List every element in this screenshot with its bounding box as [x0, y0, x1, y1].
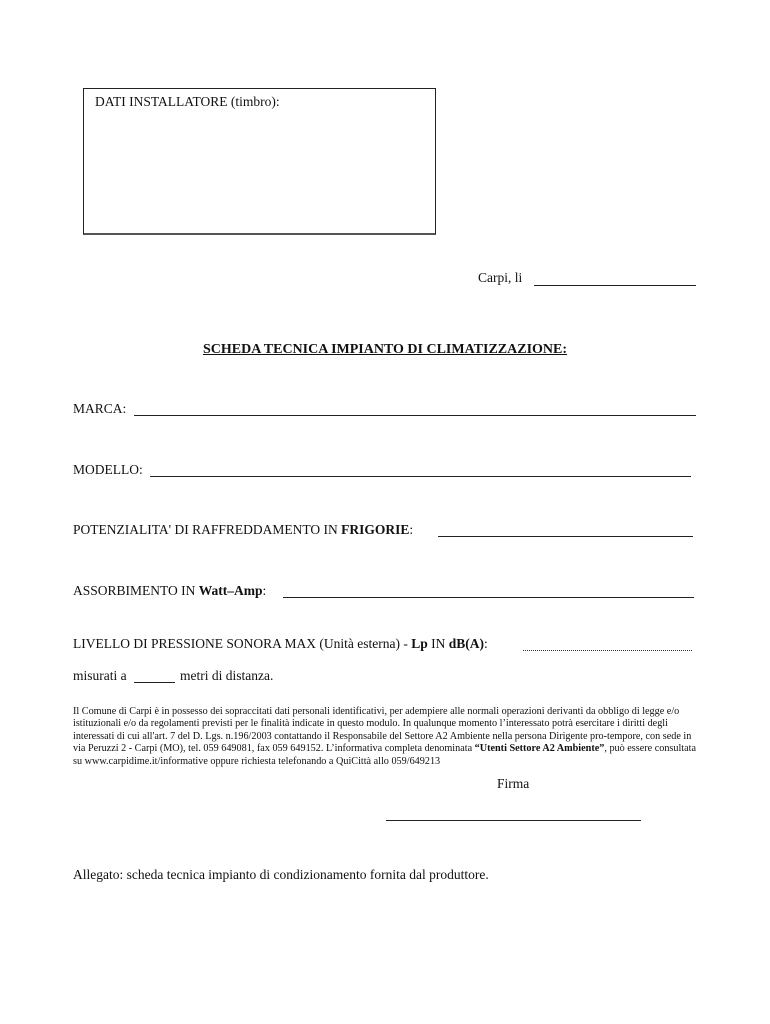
marca-field[interactable] — [134, 415, 696, 416]
modello-label: MODELLO: — [73, 462, 143, 477]
misurati-prefix: misurati a — [73, 668, 127, 683]
installer-stamp-label: DATI INSTALLATORE (timbro): — [95, 94, 280, 109]
distance-field[interactable] — [134, 682, 175, 683]
modello-field[interactable] — [150, 476, 691, 477]
signature-field[interactable] — [386, 820, 641, 821]
date-field[interactable] — [534, 285, 696, 286]
potenzialita-label: POTENZIALITA' DI RAFFREDDAMENTO IN FRIGORIE: — [73, 522, 414, 537]
place-date-label: Carpi, li — [478, 270, 523, 285]
installer-stamp-box[interactable] — [83, 88, 436, 235]
assorbimento-label: ASSORBIMENTO IN Watt–Amp: — [73, 583, 267, 598]
assorbimento-field[interactable] — [283, 597, 694, 598]
attachment-note: Allegato: scheda tecnica impianto di condizionamento fornita dal produttore. — [73, 867, 489, 882]
signature-label: Firma — [497, 776, 530, 791]
privacy-notice: Il Comune di Carpi è in possesso dei sopraccitati dati personali identificativi, per adempiere alle normali operazioni derivanti da obbligo di legge e/o istituzionali e/o da regolamenti previsti per le finalità indicate in questo modulo. In qualunque momento l’interessato potrà esercitare i diritti degli interessati di cui all'art. 7 del D. Lgs. n.196/2003 contattando il Responsabile del Settore A2 Ambiente nella persona Dirigente pro-tempore, con sede in via Peruzzi 2 - Carpi (MO), tel. 059 649081, fax 059 649152. L’informativa completa denominata “Utenti Settore A2 Ambiente”, può essere consultata su www.carpidime.it/informative oppure richiesta telefonando a QuiCittà allo 059/649213 — [73, 706, 697, 767]
page-title: SCHEDA TECNICA IMPIANTO DI CLIMATIZZAZIONE: — [202, 342, 568, 357]
livello-label: LIVELLO DI PRESSIONE SONORA MAX (Unità esterna) - Lp IN dB(A): — [73, 636, 488, 651]
potenzialita-field[interactable] — [438, 536, 693, 537]
misurati-suffix: metri di distanza. — [180, 668, 274, 683]
marca-label: MARCA: — [73, 401, 127, 416]
livello-field[interactable] — [523, 650, 692, 651]
